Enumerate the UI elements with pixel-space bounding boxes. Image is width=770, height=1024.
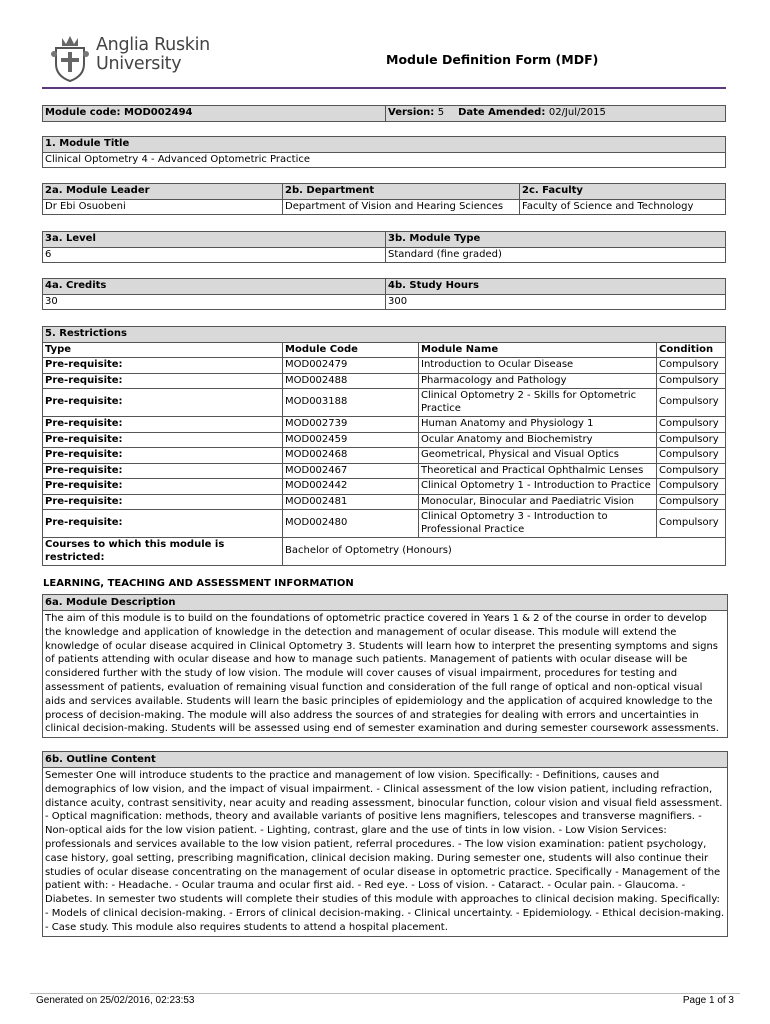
module-code: Module code: MOD002494 [43,106,386,122]
table-row: Pre-requisite: MOD002488 Pharmacology and Pathology Compulsory [43,373,726,389]
courses-label: Courses to which this module is restricted: [43,538,283,566]
level-value: 6 [43,247,386,263]
outline-content [42,751,728,937]
module-type-value: Standard (fine graded) [386,247,726,263]
table-row: Pre-requisite: MOD002480 Clinical Optometry 3 - Introduction to Professional Practice Compulsory [43,510,726,538]
module-title-value: Clinical Optometry 4 - Advanced Optometric Practice [43,152,726,168]
department-value: Department of Vision and Hearing Sciences [283,199,520,215]
department-label: 2b. Department [283,184,520,200]
col-module-code: Module Code [283,342,419,358]
courses-value: Bachelor of Optometry (Honours) [283,538,726,566]
module-title-table [42,136,726,168]
faculty-label: 2c. Faculty [520,184,726,200]
module-meta-table [42,105,726,122]
faculty-value: Faculty of Science and Technology [520,199,726,215]
page-number: Page 1 of 3 [682,995,734,1006]
level-label: 3a. Level [43,232,386,248]
leader-label: 2a. Module Leader [43,184,283,200]
title-rule [42,87,726,89]
form-title: Module Definition Form (MDF) [386,52,599,67]
description-text: The aim of this module is to build on the foundations of optometric practice covered in Years 1 & 2 of the course in order to develop the knowledge and application of knowledge in the detection and management of ocular disease. This module will extend the knowledge of ocular disease acquired in Clinical Optometry 3. Students will learn how to interpret the presenting symptoms and signs of patients attending with ocular disease and how to manage such patients. Management of patients with ocular disease will be considered further with the study of low vision. The module will cover causes of visual impairment, procedures for testing and assessment of patients, evaluation of remaining visual function and consideration of the full range of optical and non-optical visual aids and services available. Students will learn the basic principles of epidemiology and the application of acquired knowledge to the process of decision-making. The module will also address the sources of and strategies for dealing with errors and uncertainties in clinical decision-making. Students will be assessed using end of semester examination and during semester coursework assessments. [45,613,719,735]
col-module-name: Module Name [419,342,657,358]
module-description [42,594,728,738]
leader-value: Dr Ebi Osuobeni [43,199,283,215]
university-logo [50,34,210,82]
table-row: Pre-requisite: MOD002479 Introduction to Ocular Disease Compulsory [43,358,726,374]
generated-timestamp: Generated on 25/02/2016, 02:23:53 [36,995,195,1006]
credits-value: 30 [43,294,386,310]
col-condition: Condition [657,342,726,358]
footer-rule [30,993,740,994]
table-row: Pre-requisite: MOD002739 Human Anatomy and Physiology 1 Compulsory [43,417,726,433]
restrictions-label: 5. Restrictions [43,327,726,343]
table-row: Pre-requisite: MOD002442 Clinical Optometry 1 - Introduction to Practice Compulsory [43,479,726,495]
col-type: Type [43,342,283,358]
version-date: Version: 5 Date Amended: 02/Jul/2015 [386,106,726,122]
study-hours-value: 300 [386,294,726,310]
table-row: Pre-requisite: MOD002459 Ocular Anatomy and Biochemistry Compulsory [43,432,726,448]
outline-text: Semester One will introduce students to the practice and management of low vision. Specifically: - Definitions, causes and demographics of low vision, and the impact of visual impairment. - Clinical assessment of the low vision patient, including refraction, distance acuity, contrast sensitivity, near acuity and reading assessment, binocular function, colour vision and visual field assessment. - Optical magnification: methods, theory and available variants of positive lens magnifiers, telescopes and transverse magnifiers. - Non-optical aids for the low vision patient. - Lighting, contrast, glare and the use of tints in low vision. - Low Vision Services: professionals and services available to the low vision patient, referral procedures. - The low vision examination: patient psychology, case history, goal setting, prescribing magnification, clinical decision making. During semester one, students will also continue their studies of ocular disease concentrating on the management of ocular disease in optometric practice. Specifically - Management of the patient with: - Headache. - Ocular trauma and ocular first aid. - Red eye. - Loss of vision. - Cataract. - Ocular pain. - Glaucoma. - Diabetes. In semester two students will complete their studies of this module with approaches to clinical decision making. Specifically: - Models of clinical decision-making. - Errors of clinical decision-making. - Clinical uncertainty. - Epidemiology. - Ethical decision-making. - Case study. This module also requires students to attend a hospital placement. [45,770,725,933]
table-row: Pre-requisite: MOD002467 Theoretical and Practical Ophthalmic Lenses Compulsory [43,463,726,479]
table-row: Pre-requisite: MOD002468 Geometrical, Physical and Visual Optics Compulsory [43,448,726,464]
leader-table [42,183,726,215]
level-table [42,231,726,263]
outline-label: 6b. Outline Content [43,752,727,768]
restrictions-table [42,326,726,566]
credits-label: 4a. Credits [43,279,386,295]
crest-icon [50,34,90,82]
lta-heading: LEARNING, TEACHING AND ASSESSMENT INFORMATION [43,578,354,589]
module-title-label: 1. Module Title [43,137,726,153]
credits-table [42,278,726,310]
study-hours-label: 4b. Study Hours [386,279,726,295]
module-type-label: 3b. Module Type [386,232,726,248]
table-row: Pre-requisite: MOD002481 Monocular, Binocular and Paediatric Vision Compulsory [43,494,726,510]
table-row: Pre-requisite: MOD003188 Clinical Optometry 2 - Skills for Optometric Practice Compulsory [43,389,726,417]
description-label: 6a. Module Description [43,595,727,611]
university-name: Anglia Ruskin University [96,35,210,74]
